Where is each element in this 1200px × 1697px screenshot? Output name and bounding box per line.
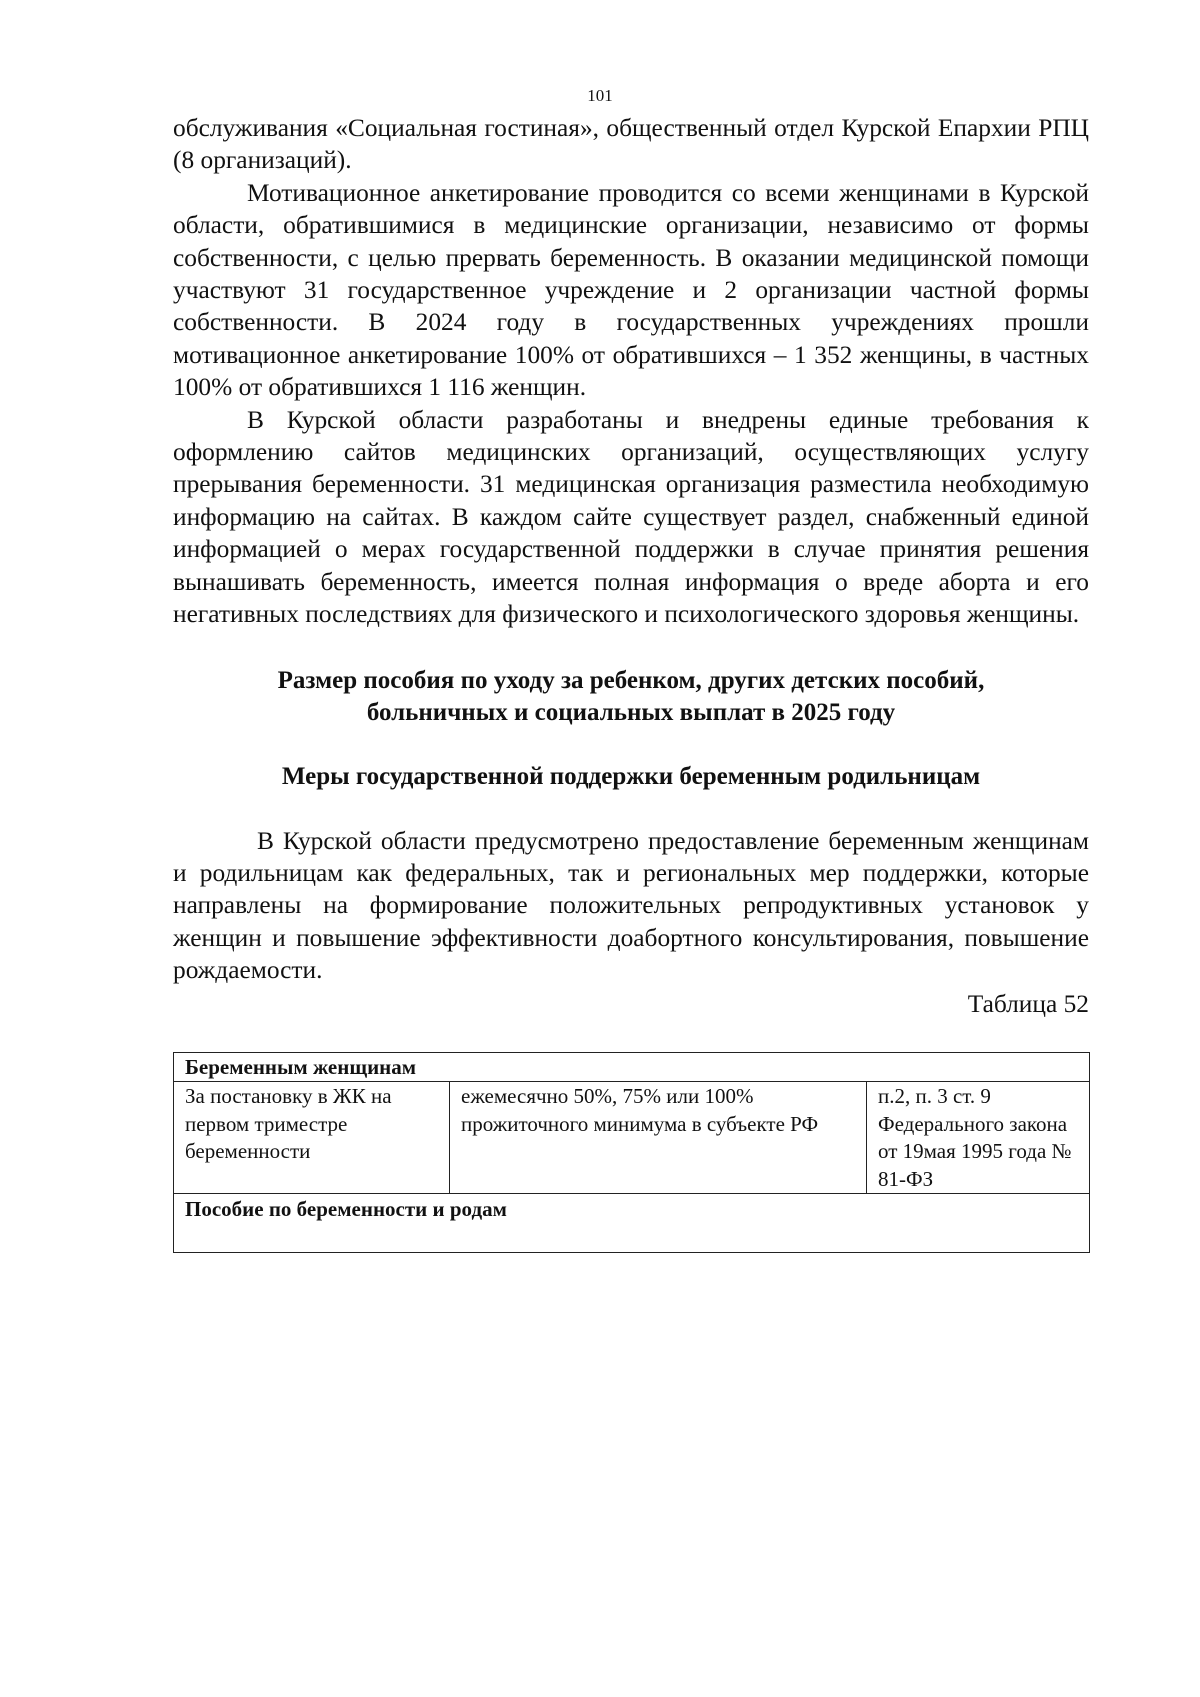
subsection-heading: Меры государственной поддержки беременным родильницам bbox=[281, 762, 981, 790]
table-row bbox=[174, 1082, 1090, 1194]
table-label: Таблица 52 bbox=[967, 989, 1089, 1018]
paragraph-motivational-survey: Мотивационное анкетирование проводится со всеми женщинами в Курской области, обратившимися в медицинские организации, независимо от формы собственности, с целью прервать беременность. В оказании медицинской помощи участвуют 31 государственное учреждение и 2 организации частной формы собственности. В 2024 году в государственных учреждениях прошли мотивационное анкетирование 100% от обратившихся – 1 352 женщины, в частных 100% от обратившихся 1 116 женщин. bbox=[173, 178, 1089, 402]
paragraph-continuation: обслуживания «Социальная гостиная», общественный отдел Курской Епархии РПЦ (8 организаций). bbox=[173, 114, 1089, 175]
table-cell-measure: За постановку в ЖК на первом триместре беременности bbox=[174, 1082, 450, 1194]
section-heading-line-2: больничных и социальных выплат в 2025 году bbox=[366, 698, 896, 726]
paragraph-support-measures: В Курской области предусмотрено предоставление беременным женщинам и родильницам как федеральных, так и региональных мер поддержки, которые направлены на формирование положительных репродуктивных установок у женщин и повышение эффективности доабортного консультирования, повышение рождаемости. bbox=[173, 826, 1089, 985]
section-heading bbox=[173, 665, 1089, 729]
table-section-row bbox=[174, 1052, 1090, 1082]
page-number: 101 bbox=[587, 86, 613, 105]
table-section-title: Пособие по беременности и родам bbox=[174, 1194, 1090, 1253]
table-section-row bbox=[174, 1194, 1090, 1253]
section-heading-line-1: Размер пособия по уходу за ребенком, других детских пособий, bbox=[277, 666, 985, 694]
document-body bbox=[173, 112, 1089, 1253]
table-section-title: Беременным женщинам bbox=[174, 1052, 1090, 1082]
table-cell-amount: ежемесячно 50%, 75% или 100% прожиточного минимума в субъекте РФ bbox=[450, 1082, 867, 1194]
paragraph-website-requirements: В Курской области разработаны и внедрены единые требования к оформлению сайтов медицинских организаций, осуществляющих услугу прерывания беременности. 31 медицинская организация разместила необходимую информацию на сайтах. В каждом сайте существует раздел, снабженный единой информацией о мерах государственной поддержки в случае принятия решения вынашивать беременность, имеется полная информация о вреде аборта и его негативных последствиях для физического и психологического здоровья женщины. bbox=[173, 405, 1089, 629]
support-measures-table bbox=[173, 1052, 1090, 1254]
table-cell-legal-basis: п.2, п. 3 ст. 9 Федерального закона от 19мая 1995 года № 81-ФЗ bbox=[867, 1082, 1090, 1194]
